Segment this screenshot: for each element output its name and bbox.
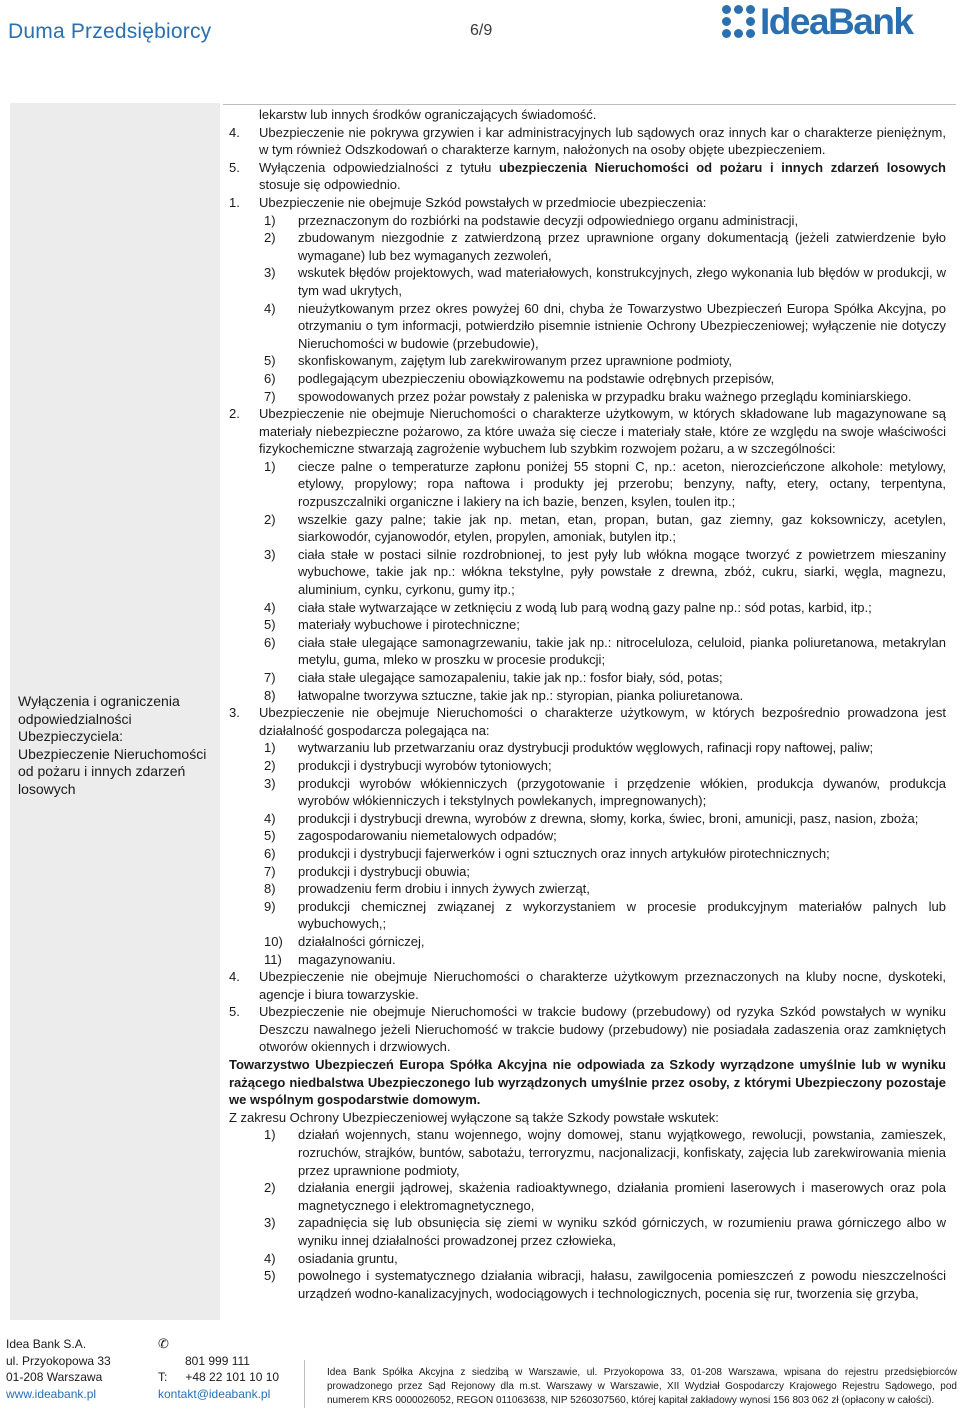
- list-text: prowadzeniu ferm drobiu i innych żywych zwierząt,: [298, 881, 590, 897]
- list-text: spowodowanych przez pożar powstały z paleniska w przypadku braku ważnego przeglądu kominiarskiego.: [298, 388, 912, 404]
- list-item: [229, 775, 946, 810]
- list-number: 8): [264, 687, 276, 703]
- list-text: podlegającym ubezpieczeniu obowiązkowemu na podstawie odrębnych przepisów,: [298, 370, 775, 386]
- list-text: skonfiskowanym, zajętym lub zarekwirowanym przez uprawnione podmioty,: [298, 353, 732, 369]
- list-item: [229, 898, 946, 933]
- list-item: [229, 757, 946, 775]
- exclusion-item-5: [229, 159, 946, 194]
- section-number: 4.: [229, 969, 240, 985]
- list-item: [229, 511, 946, 546]
- list-text: produkcji wyrobów włókienniczych (przygotowanie i przędzenie włókien, produkcja dywanów, produkcja wyrobów włókienniczych i tekstylnych powlekanych, impregnowanych);: [298, 775, 946, 809]
- footer-contact: [158, 1336, 298, 1402]
- list-text: działań wojennych, stanu wojennego, wojny domowej, stanu wyjątkowego, rewolucji, powstania, zamieszek, rozruchów, strajków, buntów, sabotażu, terroryzmu, nacjonalizacji, konfiskaty, zajęcia lub zarekwirowania mienia przez uprawnione podmioty,: [298, 1127, 946, 1178]
- list-text: zapadnięcia się lub obsunięcia się ziemi w wyniku szkód górniczych, w rozumieniu prawa górniczego albo w wyniku innej działalności prowadzonej przez człowieka,: [298, 1215, 946, 1248]
- list-text: nieużytkowanym przez okres powyżej 60 dni, chyba że Towarzystwo Ubezpieczeń Europa Spółka Akcyjna, po otrzymaniu o tym informacji, potwierdziło pisemnie istnienie Ochrony Ubezpieczeniowej; wyłączenie nie dotyczy Nieruchomości w budowie (przebudowie),: [298, 300, 946, 351]
- list-number: 4): [264, 300, 276, 316]
- street-address: ul. Przyokopowa 33: [6, 1353, 111, 1368]
- company-name: Idea Bank S.A.: [6, 1337, 87, 1351]
- section-text: Ubezpieczenie nie obejmuje Nieruchomości w trakcie budowy (przebudowy) od ryzyka Szkód powstałych w wyniku Deszczu nawalnego jeżeli Nieruchomość w trakcie budowy (przebudowy) nie posiadała zadaszenia oraz zamkniętych otworów okiennych i drzwiowych.: [259, 1004, 946, 1055]
- section-text: Ubezpieczenie nie obejmuje Nieruchomości o charakterze użytkowym przeznaczonych na kluby nocne, dyskoteki, agencje i biura towarzyskie.: [259, 969, 946, 1002]
- list-item: [229, 352, 946, 370]
- list-text: ciała stałe w postaci silnie rozdrobnionej, to jest pyły lub włókna mogące tworzyć z powietrzem mieszaniny wybuchowe, takie jak np.: włókna tekstylne, pyły powstałe z drewna, zbóż, cukru, siarki, węgla, magnezu, aluminium, cynku, cyrkonu, gumy itp.;: [298, 546, 946, 598]
- list-text: ciała stałe wytwarzające w zetknięciu z wodą lub parą wodną gazy palne np.: sód potas, karbid, itp.;: [298, 599, 872, 615]
- section-label: Wyłączenia i ograniczenia odpowiedzialności Ubezpieczyciela: Ubezpieczenie Nieruchomości od pożaru i innych zdarzeń losowych: [18, 693, 207, 797]
- list-text: działania energii jądrowej, skażenia radioaktywnego, działania promieni laserowych i maserowych oraz pola magnetycznego i elektromagnetycznego,: [298, 1180, 946, 1213]
- list-text: ciecze palne o temperaturze zapłonu poniżej 55 stopni C, np.: aceton, nierozcieńczone alkohole: metylowy, etylowy, propylowy; ropa naftowa i produkty jej przerobu; benzyny, nafty, etery, octany, terpentyna, rozpuszczalniki organiczne i lakiery na ich bazie, benzen, ksylen, toulen itp.;: [298, 458, 946, 510]
- item-text-emphasis: ubezpieczenia Nieruchomości od pożaru i innych zdarzeń losowych: [498, 159, 946, 175]
- list-number: 5): [264, 353, 276, 369]
- list-text: ciała stałe ulegające samonagrzewaniu, takie jak np.: nitroceluloza, celuloid, pianka poliuretanowa, metakrylan metylu, guma, mleko w proszku w procesie produkcji;: [298, 634, 946, 668]
- section-1-subitems: [229, 212, 946, 406]
- list-text: przeznaczonym do rozbiórki na podstawie decyzji odpowiedniego organu administracji,: [298, 212, 799, 228]
- list-number: 3): [264, 265, 276, 281]
- list-item: [229, 458, 946, 511]
- page-footer: [0, 1330, 960, 1413]
- logo-dots-icon: [722, 5, 756, 39]
- item-text: Wyłączenia odpowiedzialności z tytułu: [259, 159, 499, 175]
- list-number: 2): [264, 511, 276, 527]
- list-text: działalności górniczej,: [298, 933, 425, 949]
- list-item: [229, 687, 946, 705]
- list-number: 3): [264, 775, 276, 791]
- item-text: stosuje się odpowiednio.: [259, 177, 401, 193]
- section-number: 1.: [229, 194, 240, 210]
- list-number: 7): [264, 670, 276, 685]
- ochrona-subitems: [229, 1126, 946, 1302]
- list-number: 5): [264, 828, 276, 844]
- list-number: 4): [264, 1250, 276, 1266]
- list-number: 10): [264, 933, 283, 949]
- list-text: wszelkie gazy palne; takie jak np. metan, etan, propan, butan, gaz ziemny, gaz koksowniczy, acetylen, siarkowodór, cyjanowodór, etylen, propylen, amoniak, butylen itp.;: [298, 511, 946, 545]
- section-2-subitems: [229, 458, 946, 704]
- list-number: 3): [264, 1215, 276, 1231]
- list-number: 5): [264, 1268, 276, 1284]
- page-number: 6/9: [470, 22, 493, 39]
- list-item: [229, 599, 946, 617]
- list-item: [229, 933, 946, 951]
- list-item: [229, 300, 946, 353]
- list-item: [229, 1179, 946, 1214]
- list-item: [229, 880, 946, 898]
- list-number: 11): [264, 951, 282, 967]
- page-header: [0, 0, 960, 80]
- list-item: [229, 370, 946, 388]
- list-item: [229, 827, 946, 845]
- exclusion-section-2: [229, 405, 946, 458]
- exclusion-section-3: [229, 704, 946, 739]
- list-number: 4): [264, 810, 276, 826]
- idea-bank-logo: [722, 2, 913, 42]
- list-item: [229, 1214, 946, 1249]
- list-text: powolnego i systematycznego działania wibracji, hałasu, zawilgocenia pomieszczeń z powodu nieszczelności urządzeń wodno-kanalizacyjnych, wodociągowych i technologicznych, pocenia się rur, tworzenia się grzyba,: [298, 1268, 946, 1301]
- list-number: 1): [264, 1127, 276, 1143]
- paragraph-continuation: lekarstw lub innych środków ograniczających świadomość.: [259, 107, 597, 122]
- exclusion-section-4: [229, 968, 946, 1003]
- website-link[interactable]: www.ideabank.pl: [6, 1386, 97, 1401]
- list-text: wytwarzaniu lub przetwarzaniu oraz dystrybucji produktów węglowych, rafinacji ropy naftowej, paliw;: [298, 740, 874, 756]
- list-text: produkcji i dystrybucji drewna, wyrobów z drewna, słomy, korka, świec, broni, amunicji, pasz, nasion, zboża;: [298, 810, 919, 826]
- list-number: 6): [264, 634, 276, 650]
- list-number: 2): [264, 230, 276, 246]
- list-item: [229, 951, 946, 969]
- exclusion-section-5: [229, 1003, 946, 1056]
- logo-text: IdeaBank: [760, 1, 913, 42]
- top-divider: [223, 104, 956, 105]
- list-item: [229, 863, 946, 881]
- list-text: magazynowaniu.: [298, 951, 396, 967]
- list-item: [229, 739, 946, 757]
- list-item: [229, 264, 946, 299]
- list-item: [229, 546, 946, 599]
- legal-notice: Idea Bank Spółka Akcyjna z siedzibą w Warszawie, ul. Przyokopowa 33, 01-208 Warszawa, wpisana do rejestru przedsiębiorców prowadzonego przez Sąd Rejonowy dla m.st. Warszawy w Warszawie, XII Wydział Gospodarczy Krajowego Rejestru Sądowego, pod numerem KRS 0000026052, REGON 011063638, NIP 5260307560, której kapitał zakładowy wynosi 156 803 062 zł (opłacony w całości).: [327, 1367, 957, 1406]
- item-text: Ubezpieczenie nie pokrywa grzywien i kar administracyjnych lub sądowych oraz innych kar o charakterze pieniężnym, w tym również Odszkodowań o charakterze karnym, nałożonych na osoby objęte ubezpieczeniem.: [259, 124, 946, 158]
- list-number: 5): [264, 617, 276, 633]
- section-number: 3.: [229, 705, 240, 721]
- section-number: 5.: [229, 1004, 240, 1020]
- phone-number: 801 999 111: [185, 1353, 250, 1368]
- list-text: produkcji i dystrybucji obuwia;: [298, 863, 470, 879]
- exclusion-section-1: [229, 194, 946, 212]
- list-item: [229, 669, 946, 687]
- section-text: Ubezpieczenie nie obejmuje Nieruchomości o charakterze użytkowym, w których bezpośrednio prowadzona jest działalność gospodarcza polegająca na:: [259, 705, 946, 738]
- phone-icon: ✆: [158, 1336, 169, 1351]
- city-address: 01-208 Warszawa: [6, 1370, 103, 1384]
- document-body: [229, 106, 946, 1302]
- list-number: 2): [264, 1180, 276, 1196]
- list-text: osiadania gruntu,: [298, 1250, 398, 1266]
- list-number: 1): [264, 458, 276, 474]
- list-number: 8): [264, 881, 276, 897]
- item-number: 4.: [229, 124, 240, 140]
- list-number: 1): [264, 212, 276, 228]
- exclusion-item-4: [229, 124, 946, 159]
- phone-number-2: +48 22 101 10 10: [185, 1370, 280, 1384]
- list-text: łatwopalne tworzywa sztuczne, takie jak np.: styropian, pianka poliuretanowa.: [298, 687, 744, 703]
- list-text: ciała stałe ulegające samozapaleniu, takie jak np.: fosfor biały, sód, potas;: [298, 670, 723, 685]
- list-text: wskutek błędów projektowych, wad materiałowych, konstrukcyjnych, złego wykonania lub błędów w produkcji, w tym wad ukrytych,: [298, 265, 946, 298]
- list-number: 7): [264, 863, 276, 879]
- email-link[interactable]: kontakt@ideabank.pl: [158, 1386, 271, 1401]
- list-item: [229, 1267, 946, 1302]
- list-number: 1): [264, 740, 276, 756]
- footer-address: [6, 1336, 111, 1402]
- list-text: produkcji i dystrybucji wyrobów tytoniowych;: [298, 757, 552, 773]
- list-item: [229, 634, 946, 669]
- list-text: produkcji chemicznej związanej z wykorzystaniem w procesie produkcyjnym materiałów palnych lub wybuchowych,;: [298, 898, 946, 932]
- list-item: [229, 229, 946, 264]
- list-text: zbudowanym niezgodnie z zatwierdzoną przez uprawnione organy dokumentacją (jeżeli zatwierdzenie było wymagane) lub bez wymaganych zezwoleń,: [298, 230, 946, 263]
- section-text: Ubezpieczenie nie obejmuje Nieruchomości o charakterze użytkowym, w których składowane lub magazynowane są materiały niebezpieczne pożarowo, za które uważa się ciecze i materiały stałe, które ze względu na swoje właściwości fizykochemiczne stwarzają zagrożenie wybuchem lub szybkim rozwojem pożaru, a w szczególności:: [259, 406, 946, 457]
- list-number: 4): [264, 599, 276, 615]
- list-number: 3): [264, 546, 276, 562]
- section-text: Ubezpieczenie nie obejmuje Szkód powstałych w przedmiocie ubezpieczenia:: [259, 194, 707, 210]
- list-number: 2): [264, 757, 276, 773]
- list-item: [229, 1250, 946, 1268]
- list-text: produkcji i dystrybucji fajerwerków i ogni sztucznych oraz innych artykułów pirotechnicznych;: [298, 845, 830, 861]
- section-number: 2.: [229, 406, 240, 422]
- list-item: [229, 212, 946, 230]
- footer-divider: [304, 1360, 305, 1408]
- list-item: [229, 388, 946, 406]
- phone-label: T:: [158, 1370, 168, 1384]
- list-number: 9): [264, 898, 276, 914]
- list-item: [229, 1126, 946, 1179]
- item-number: 5.: [229, 159, 240, 175]
- list-text: zagospodarowaniu niemetalowych odpadów;: [298, 828, 557, 844]
- section-sidebar: [10, 103, 220, 1320]
- list-number: 6): [264, 845, 276, 861]
- document-title: Duma Przedsiębiorcy: [8, 20, 212, 43]
- list-item: [229, 616, 946, 634]
- list-number: 7): [264, 388, 276, 404]
- list-text: materiały wybuchowe i pirotechniczne;: [298, 617, 520, 633]
- liability-notice: Towarzystwo Ubezpieczeń Europa Spółka Akcyjna nie odpowiada za Szkody wyrządzone umyślnie lub w wyniku rażącego niedbalstwa Ubezpieczonego lub wyrządzonych umyślnie przez osoby, z którymi Ubezpieczony pozostaje we wspólnym gospodarstwie domowym.: [229, 1057, 946, 1108]
- ochrona-intro: Z zakresu Ochrony Ubezpieczeniowej wyłączone są także Szkody powstałe wskutek:: [229, 1109, 719, 1125]
- section-3-subitems: [229, 739, 946, 968]
- list-number: 6): [264, 370, 276, 386]
- list-item: [229, 845, 946, 863]
- list-item: [229, 810, 946, 828]
